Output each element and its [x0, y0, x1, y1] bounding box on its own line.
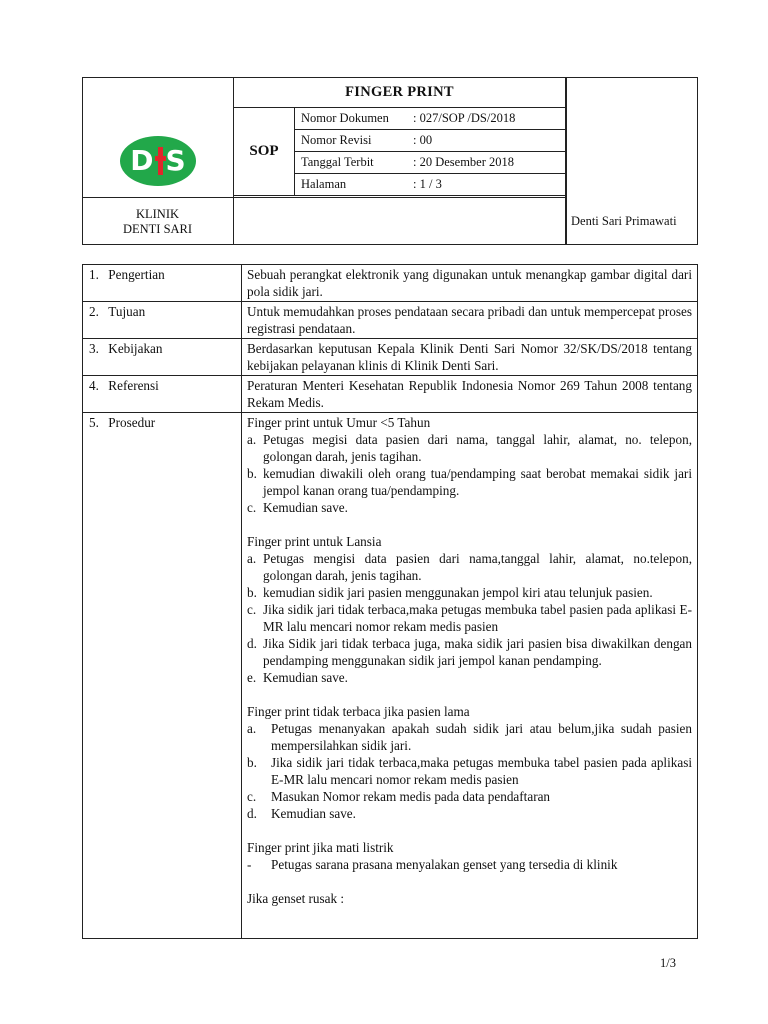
item-marker: c.	[247, 500, 257, 515]
klinik-line-2: DENTI SARI	[122, 222, 193, 236]
procedure-item	[247, 584, 692, 601]
section-label	[83, 302, 242, 339]
item-text: Jika sidik jari tidak terbaca,maka petugas membuka tabel pasien pada aplikasi E-MR lalu mencari nomor rekam medis pasien	[271, 755, 692, 787]
empty-header-cell	[234, 195, 566, 244]
row-referensi	[83, 376, 698, 413]
section-text-tujuan: Untuk memudahkan proses pendataan secara pribadi dan untuk mempercepat proses registrasi pendataan.	[242, 302, 698, 339]
item-marker: b.	[247, 466, 257, 481]
procedure-heading: Finger print tidak terbaca jika pasien lama	[247, 704, 470, 719]
meta-value: : 00	[413, 133, 433, 148]
item-text: kemudian diwakili oleh orang tua/pendamping saat berobat memakai sidik jari jempol kanan orang tua/pendamping.	[263, 466, 692, 498]
section-number: 3.	[89, 341, 99, 356]
item-text: Petugas menanyakan apakah sudah sidik jari atau belum,jika sudah pasien mempersilahkan sidik jari.	[271, 721, 692, 753]
item-text: kemudian sidik jari pasien menggunakan jempol kiri atau telunjuk pasien.	[263, 585, 653, 600]
row-tujuan	[83, 302, 698, 339]
item-text: Petugas mengisi data pasien dari nama,tanggal lahir, alamat, no.telepon, golongan darah, jenis tagihan.	[263, 551, 692, 583]
procedure-item	[247, 601, 692, 635]
item-text: Petugas sarana prasana menyalakan genset yang tersedia di klinik	[271, 857, 618, 872]
section-title: Prosedur	[108, 415, 156, 430]
item-marker: a.	[247, 721, 257, 736]
item-marker: d.	[247, 636, 257, 651]
header-right-divider	[566, 77, 567, 245]
logo-letter-d: D	[130, 144, 154, 177]
section-text-kebijakan: Berdasarkan keputusan Kepala Klinik Denti Sari Nomor 32/SK/DS/2018 tentang kebijakan pelayanan klinis di Klinik Denti Sari.	[242, 339, 698, 376]
row-kebijakan	[83, 339, 698, 376]
item-marker: b.	[247, 585, 257, 600]
genset-rusak-heading: Jika genset rusak :	[247, 891, 345, 906]
procedure-item	[247, 805, 692, 822]
meta-row-nomor-dokumen	[295, 108, 566, 130]
document-title: FINGER PRINT	[234, 78, 566, 108]
item-marker: b.	[247, 755, 257, 770]
section-title: Referensi	[108, 378, 159, 393]
procedure-item	[247, 856, 692, 873]
meta-value: : 1 / 3	[413, 176, 442, 191]
section-title: Pengertian	[108, 267, 165, 282]
spacer	[247, 873, 692, 890]
item-text: Kemudian save.	[271, 806, 356, 821]
item-text: Kemudian save.	[263, 670, 348, 685]
sop-label: SOP	[234, 108, 295, 196]
procedure-item	[247, 754, 692, 788]
procedure-item	[247, 499, 692, 516]
section-label	[83, 376, 242, 413]
procedure-item	[247, 431, 692, 465]
procedure-heading: Finger print untuk Lansia	[247, 534, 382, 549]
procedure-heading: Finger print untuk Umur <5 Tahun	[247, 415, 431, 430]
section-label	[83, 265, 242, 302]
item-marker: c.	[247, 789, 257, 804]
procedure-item	[247, 550, 692, 584]
item-marker: d.	[247, 806, 257, 821]
spacer	[247, 516, 692, 533]
meta-row-tanggal-terbit	[295, 152, 566, 174]
item-marker: -	[247, 857, 252, 872]
page-number: 1/3	[660, 956, 676, 970]
item-marker: e.	[247, 670, 257, 685]
procedure-item	[247, 635, 692, 669]
prosedur-content	[242, 413, 698, 939]
meta-row-nomor-revisi	[295, 130, 566, 152]
meta-value: : 20 Desember 2018	[413, 155, 515, 170]
header-divider	[233, 197, 566, 198]
section-number: 5.	[89, 415, 99, 430]
logo-red-cross-icon	[155, 147, 165, 175]
section-number: 2.	[89, 304, 99, 319]
item-marker: a.	[247, 432, 257, 447]
item-text: Kemudian save.	[263, 500, 348, 515]
row-pengertian	[83, 265, 698, 302]
owner-name: Denti Sari Primawati	[571, 213, 677, 228]
spacer	[247, 822, 692, 839]
item-marker: a.	[247, 551, 257, 566]
section-number: 1.	[89, 267, 99, 282]
section-text-pengertian: Sebuah perangkat elektronik yang digunakan untuk menangkap gambar digital dari pola sidik jari.	[242, 265, 698, 302]
meta-value: : 027/SOP /DS/2018	[413, 111, 516, 126]
meta-label: Nomor Revisi	[301, 133, 372, 148]
procedure-heading: Finger print jika mati listrik	[247, 840, 394, 855]
spacer	[247, 686, 692, 703]
section-label	[83, 339, 242, 376]
procedure-item	[247, 669, 692, 686]
item-marker: c.	[247, 602, 257, 617]
item-text: Petugas megisi data pasien dari nama, tanggal lahir, alamat, no. telepon, golongan darah, jenis tagihan.	[263, 432, 692, 464]
section-title: Tujuan	[108, 304, 146, 319]
item-text: Jika Sidik jari tidak terbaca juga, maka sidik jari pasien bisa diwakilkan dengan pendamping menggunakan sidik jari jempol kanan pendamping.	[263, 636, 692, 668]
item-text: Masukan Nomor rekam medis pada data pendaftaran	[271, 789, 551, 804]
sop-content-table	[82, 264, 698, 939]
meta-label: Halaman	[301, 176, 347, 191]
procedure-item	[247, 788, 692, 805]
logo-letter-s: S	[165, 144, 186, 177]
meta-label: Tanggal Terbit	[301, 155, 374, 170]
item-text: Jika sidik jari tidak terbaca,maka petugas membuka tabel pasien pada aplikasi E-MR lalu mencari nomor rekam medis pasien	[263, 602, 692, 634]
section-title: Kebijakan	[108, 341, 163, 356]
section-text-referensi: Peraturan Menteri Kesehatan Republik Indonesia Nomor 269 Tahun 2008 tentang Rekam Medis.	[242, 376, 698, 413]
procedure-item	[247, 720, 692, 754]
meta-label: Nomor Dokumen	[301, 111, 389, 126]
row-prosedur	[83, 413, 698, 939]
procedure-item	[247, 465, 692, 499]
section-number: 4.	[89, 378, 99, 393]
klinik-line-1: KLINIK	[135, 207, 180, 221]
meta-row-halaman	[295, 173, 566, 195]
section-label	[83, 413, 242, 939]
klinik-name-cell	[82, 197, 233, 246]
clinic-logo	[120, 136, 196, 186]
